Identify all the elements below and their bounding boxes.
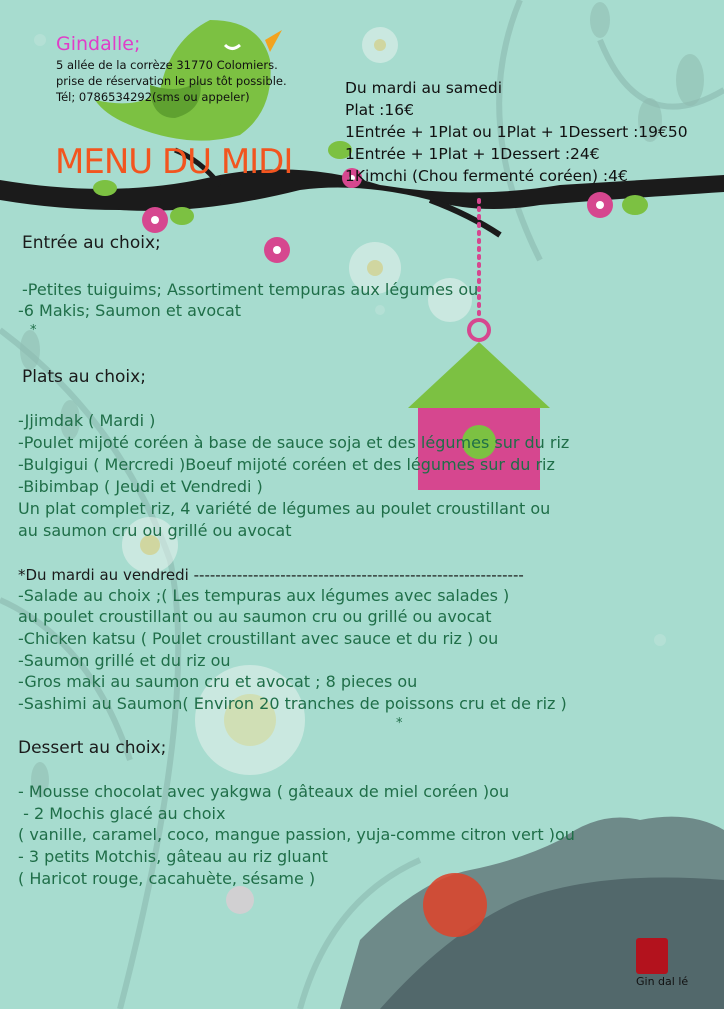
weekday-item: -Salade au choix ;( Les tempuras aux légumes avec salades ) <box>18 586 510 605</box>
asterisk-note: * <box>396 716 403 731</box>
plat-item: -Jjimdak ( Mardi ) <box>18 411 156 430</box>
plats-heading: Plats au choix; <box>22 367 146 387</box>
red-seal-stamp <box>636 938 668 974</box>
dessert-item: - Mousse chocolat avec yakgwa ( gâteaux de miel coréen )ou <box>18 782 510 801</box>
weekday-item: -Saumon grillé et du riz ou <box>18 651 231 670</box>
seal-caption: Gin dal lé <box>636 975 689 988</box>
red-sun <box>423 873 487 937</box>
hours-line: Du mardi au samedi <box>345 79 503 97</box>
weekday-item: au poulet croustillant ou au saumon cru ou grillé ou avocat <box>18 607 492 626</box>
price-formula-3: 1Entrée + 1Plat + 1Dessert :24€ <box>345 145 600 163</box>
price-kimchi: 1Kimchi (Chou fermenté coréen) :4€ <box>345 167 628 185</box>
desserts-heading: Dessert au choix; <box>18 738 167 758</box>
plat-item: -Poulet mijoté coréen à base de sauce soja et des légumes sur du riz <box>18 433 570 452</box>
weekday-item: -Chicken katsu ( Poulet croustillant avec sauce et du riz ) ou <box>18 629 499 648</box>
dessert-item: ( Haricot rouge, cacahuète, sésame ) <box>18 869 316 888</box>
plat-item: -Bulgigui ( Mercredi )Boeuf mijoté coréen et des légumes sur du riz <box>18 455 555 474</box>
pricing-block <box>345 77 688 187</box>
phone-line: Tél; 0786534292(sms ou appeler) <box>56 90 250 104</box>
entree-item: -Petites tuiguims; Assortiment tempuras aux légumes ou <box>22 280 479 299</box>
menu-title: MENU DU MIDI <box>55 142 293 182</box>
address-line: 5 allée de la corrèze 31770 Colomiers. <box>56 58 278 72</box>
plat-item: -Bibimbap ( Jeudi et Vendredi ) <box>18 477 263 496</box>
asterisk-note: * <box>30 323 37 338</box>
contact-info <box>56 57 287 105</box>
plat-item: Un plat complet riz, 4 variété de légumes au poulet croustillant ou <box>18 499 551 518</box>
weekday-item: -Gros maki au saumon cru et avocat ; 8 pieces ou <box>18 672 418 691</box>
brand-name: Gindalle; <box>56 33 141 55</box>
reservation-line: prise de réservation le plus tôt possible. <box>56 74 287 88</box>
dessert-item: ( vanille, caramel, coco, mangue passion, yuja-comme citron vert )ou <box>18 825 575 844</box>
price-formula-2: 1Entrée + 1Plat ou 1Plat + 1Dessert :19€50 <box>345 123 688 141</box>
entrees-heading: Entrée au choix; <box>22 233 161 253</box>
plat-item: au saumon cru ou grillé ou avocat <box>18 521 292 540</box>
dessert-item: - 3 petits Motchis, gâteau au riz gluant <box>18 847 328 866</box>
price-plat: Plat :16€ <box>345 101 414 119</box>
dessert-item: - 2 Mochis glacé au choix <box>18 804 226 823</box>
entree-item: -6 Makis; Saumon et avocat <box>18 301 242 320</box>
weekday-heading: *Du mardi au vendredi ------------------------------------------------------------- <box>18 566 524 584</box>
weekday-item: -Sashimi au Saumon( Environ 20 tranches de poissons cru et de riz ) <box>18 694 567 713</box>
